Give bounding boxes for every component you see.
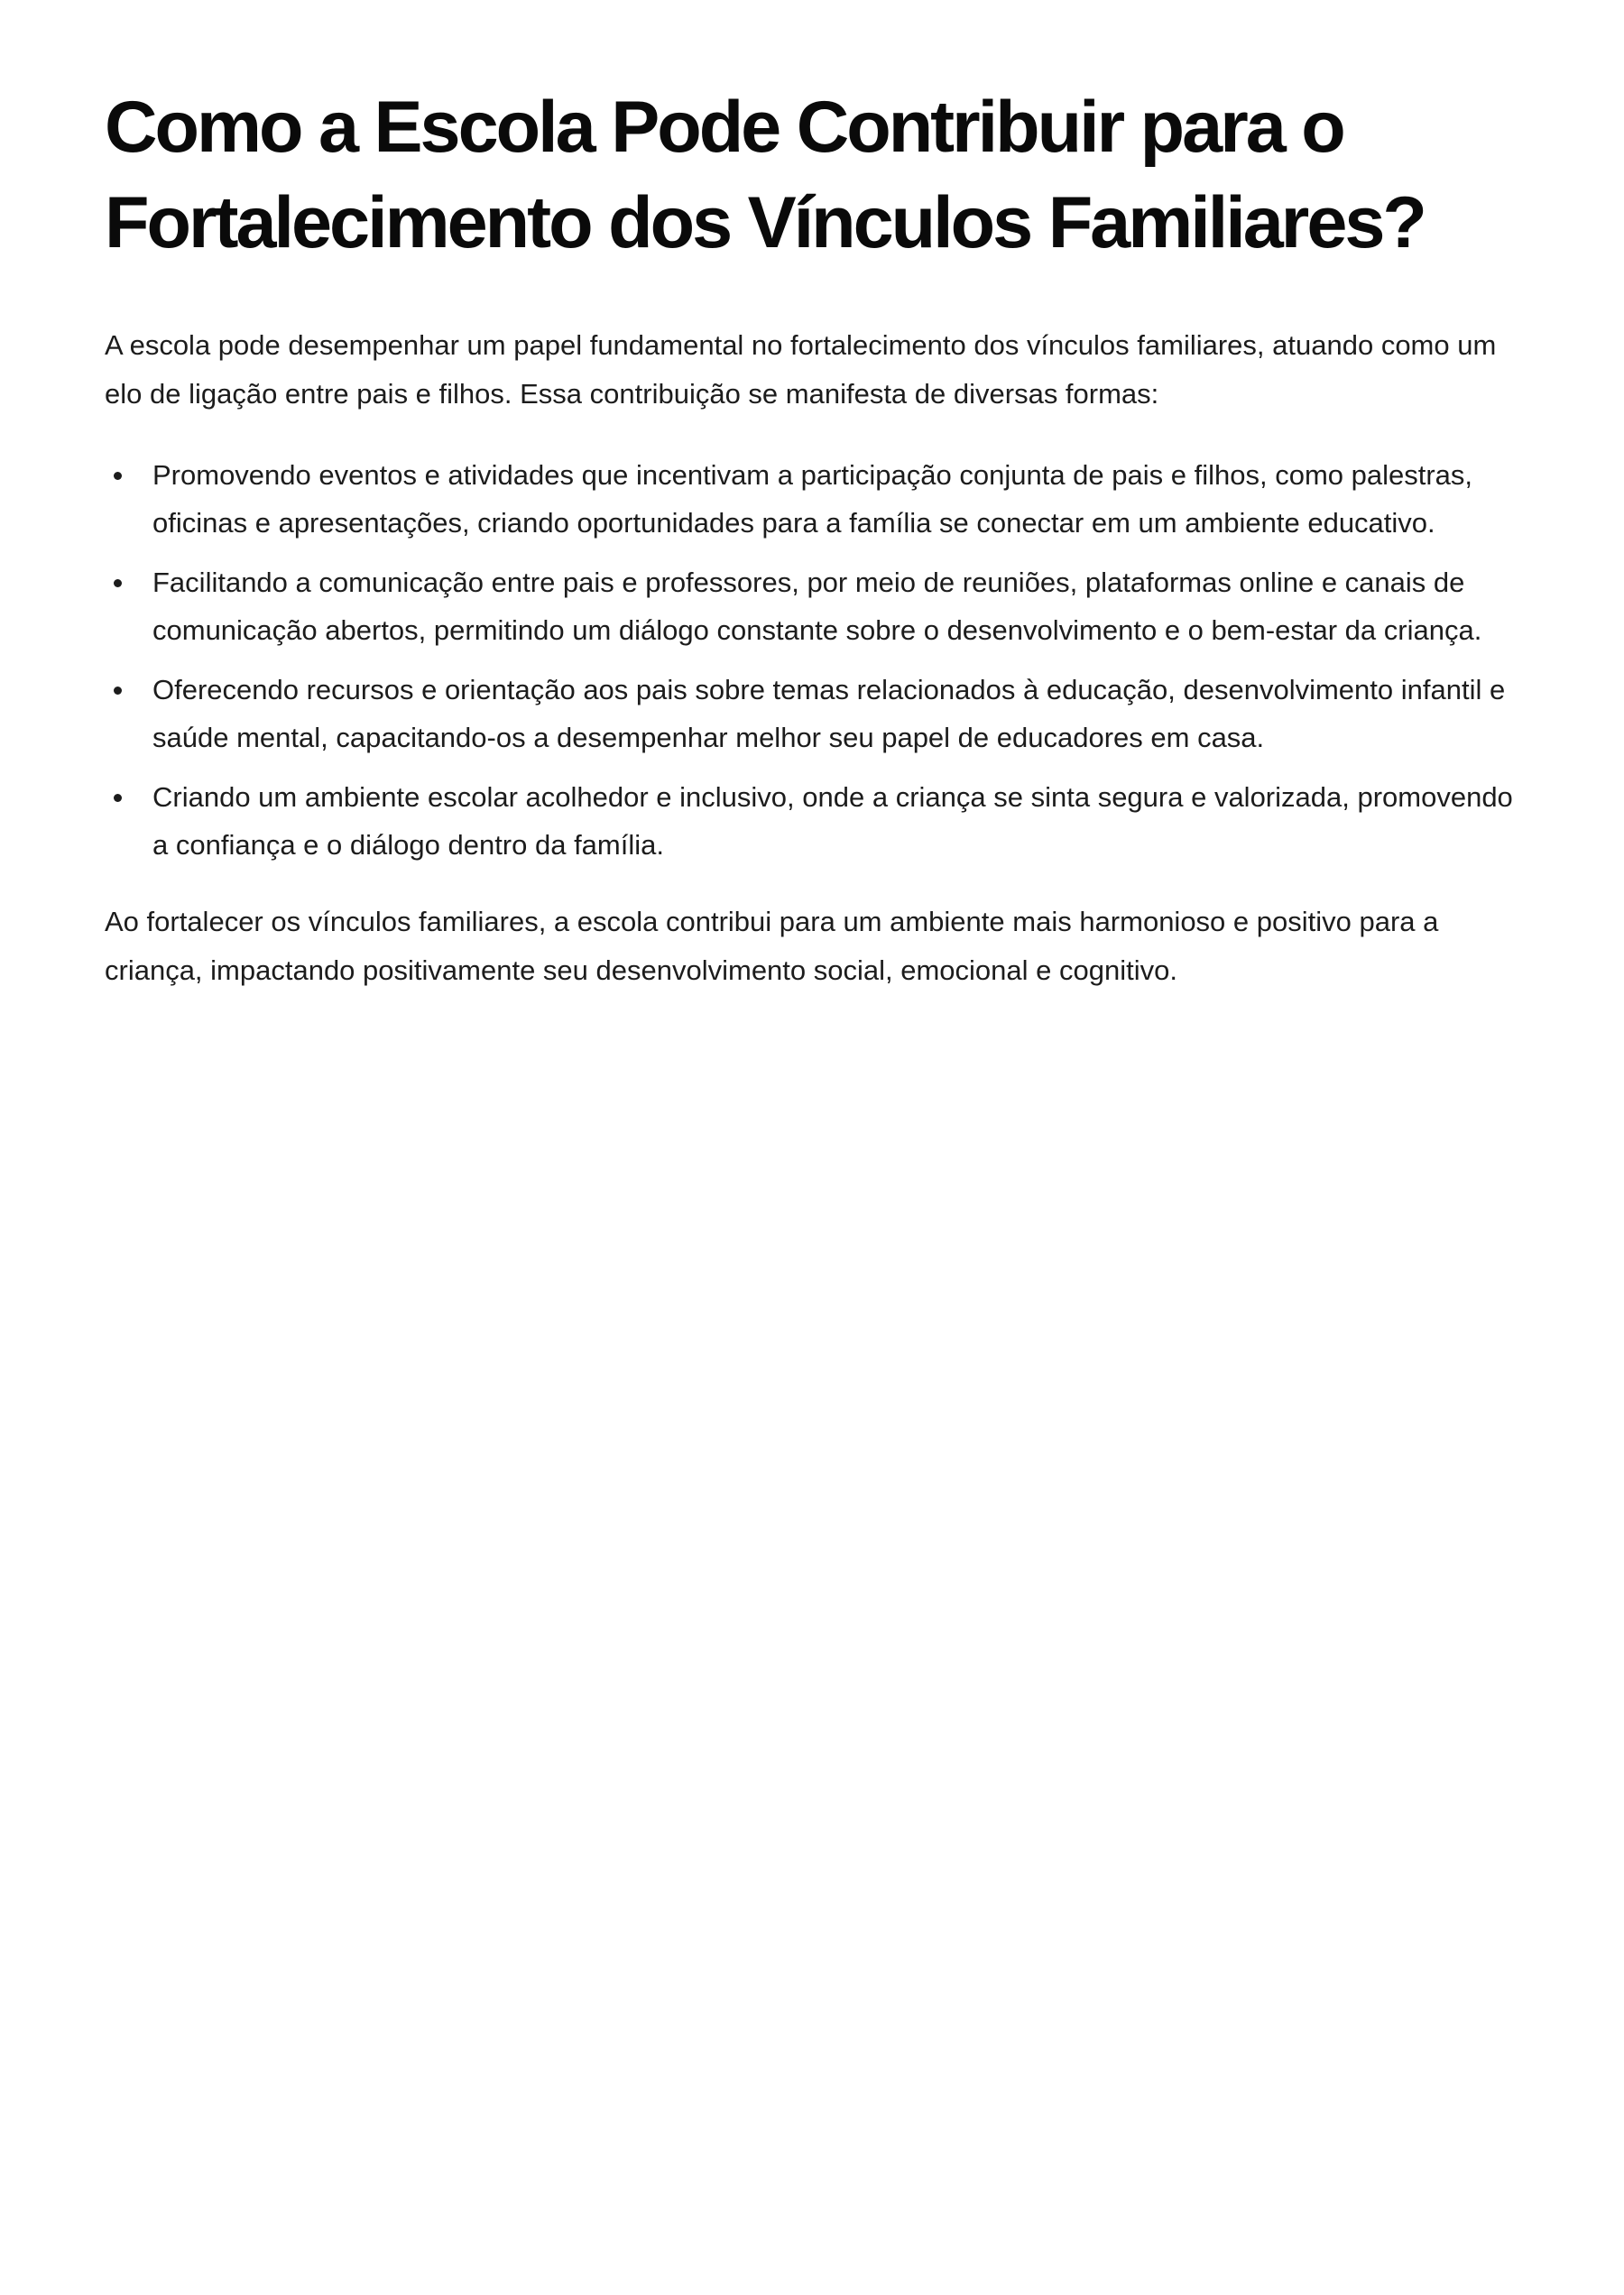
bullet-list <box>105 451 1523 869</box>
list-item-text: Criando um ambiente escolar acolhedor e inclusivo, onde a criança se sinta segura e valorizada, promovendo a confiança e o diálogo dentro da família. <box>152 781 1513 861</box>
list-item <box>105 666 1523 761</box>
bullet-dot-icon <box>114 794 122 802</box>
list-item-text: Promovendo eventos e atividades que incentivam a participação conjunta de pais e filhos, como palestras, oficinas e apresentações, criando oportunidades para a família se conectar em um ambiente educativo. <box>152 459 1473 539</box>
title-line-2: Fortalecimento dos Vínculos Familiares? <box>105 182 1425 263</box>
document-page <box>105 79 1523 995</box>
bullet-dot-icon <box>114 687 122 695</box>
list-item-text: Oferecendo recursos e orientação aos pais sobre temas relacionados à educação, desenvolvimento infantil e saúde mental, capacitando-os a desempenhar melhor seu papel de educadores em casa. <box>152 674 1506 753</box>
list-item <box>105 773 1523 869</box>
bullet-dot-icon <box>114 472 122 480</box>
page-title <box>105 79 1523 271</box>
title-line-1: Como a Escola Pode Contribuir para o <box>105 87 1343 168</box>
list-item-text: Facilitando a comunicação entre pais e professores, por meio de reuniões, plataformas online e canais de comunicação abertos, permitindo um diálogo constante sobre o desenvolvimento e o bem-estar da criança. <box>152 567 1482 646</box>
intro-paragraph: A escola pode desempenhar um papel fundamental no fortalecimento dos vínculos familiares, atuando como um elo de ligação entre pais e filhos. Essa contribuição se manifesta de diversas formas: <box>105 329 1497 410</box>
conclusion-paragraph: Ao fortalecer os vínculos familiares, a escola contribui para um ambiente mais harmonioso e positivo para a criança, impactando positivamente seu desenvolvimento social, emocional e cognitivo. <box>105 906 1439 986</box>
bullet-dot-icon <box>114 579 122 587</box>
list-item <box>105 558 1523 654</box>
list-item <box>105 451 1523 547</box>
